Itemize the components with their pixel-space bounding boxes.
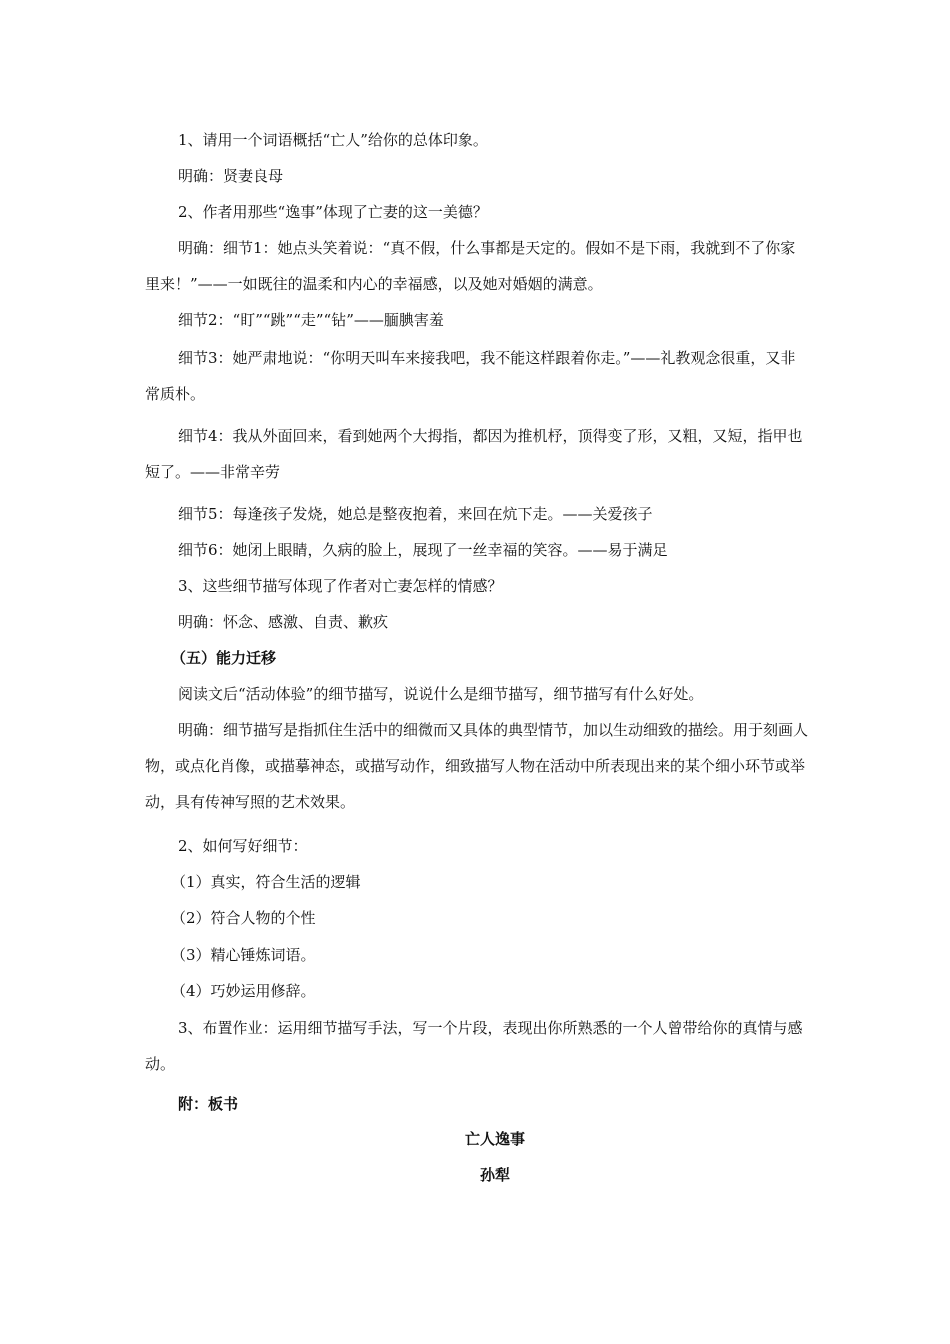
paragraph-answer3: 明确：怀念、感激、自责、歉疚: [178, 613, 389, 631]
paragraph-q2: 2、作者用那些“逸事”体现了亡妻的这一美德？: [178, 203, 488, 221]
list-item-3: （3）精心锤炼词语。: [171, 946, 316, 964]
paragraph-q1: 1、请用一个词语概括“亡人”给你的总体印象。: [178, 131, 488, 149]
paragraph-homework: 3、布置作业：运用细节描写手法，写一个片段，表现出你所熟悉的一个人曾带给你的真情与感动。: [145, 1019, 803, 1073]
paragraph-answer1: 明确：贤妻良母: [178, 167, 284, 185]
paragraph-detail1: 明确：细节1：她点头笑着说：“真不假，什么事都是天定的。假如不是下雨，我就到不了你家里来！”——一如既往的温柔和内心的幸福感，以及她对婚姻的满意。: [145, 239, 796, 293]
paragraph-detail2: 细节2：“盯”“跳”“走”“钻”——腼腆害羞: [178, 311, 444, 329]
paragraph-detail4: 细节4：我从外面回来，看到她两个大拇指，都因为推机杼，顶得变了形，又粗，又短，指甲也短了。——非常辛劳: [145, 427, 803, 481]
paragraph-how-to: 2、如何写好细节：: [178, 837, 308, 855]
list-item-4: （4）巧妙运用修辞。: [171, 982, 316, 1000]
paragraph-reading: 阅读文后“活动体验”的细节描写，说说什么是细节描写，细节描写有什么好处。: [178, 685, 704, 703]
paragraph-detail6: 细节6：她闭上眼睛，久病的脸上，展现了一丝幸福的笑容。——易于满足: [178, 541, 668, 559]
paragraph-q3: 3、这些细节描写体现了作者对亡妻怎样的情感？: [178, 577, 503, 595]
paragraph-detail3: 细节3：她严肃地说：“你明天叫车来接我吧，我不能这样跟着你走。”——礼教观念很重，又非常质朴。: [145, 349, 796, 403]
section-heading-ability: （五）能力迁移: [171, 649, 277, 667]
board-author: 孙犁: [479, 1166, 510, 1184]
paragraph-definition: 明确：细节描写是指抓住生活中的细微而又具体的典型情节，加以生动细致的描绘。用于刻画人物，或点化肖像，或描摹神态，或描写动作，细致描写人物在活动中所表现出来的某个细小环节或举动，具有传神写照的艺术效果。: [145, 721, 809, 811]
list-item-2: （2）符合人物的个性: [171, 909, 316, 927]
paragraph-detail5: 细节5：每逢孩子发烧，她总是整夜抱着，来回在炕下走。——关爱孩子: [178, 505, 653, 523]
section-heading-board: 附：板书: [178, 1095, 239, 1113]
board-title: 亡人逸事: [464, 1130, 525, 1148]
list-item-1: （1）真实，符合生活的逻辑: [171, 873, 361, 891]
